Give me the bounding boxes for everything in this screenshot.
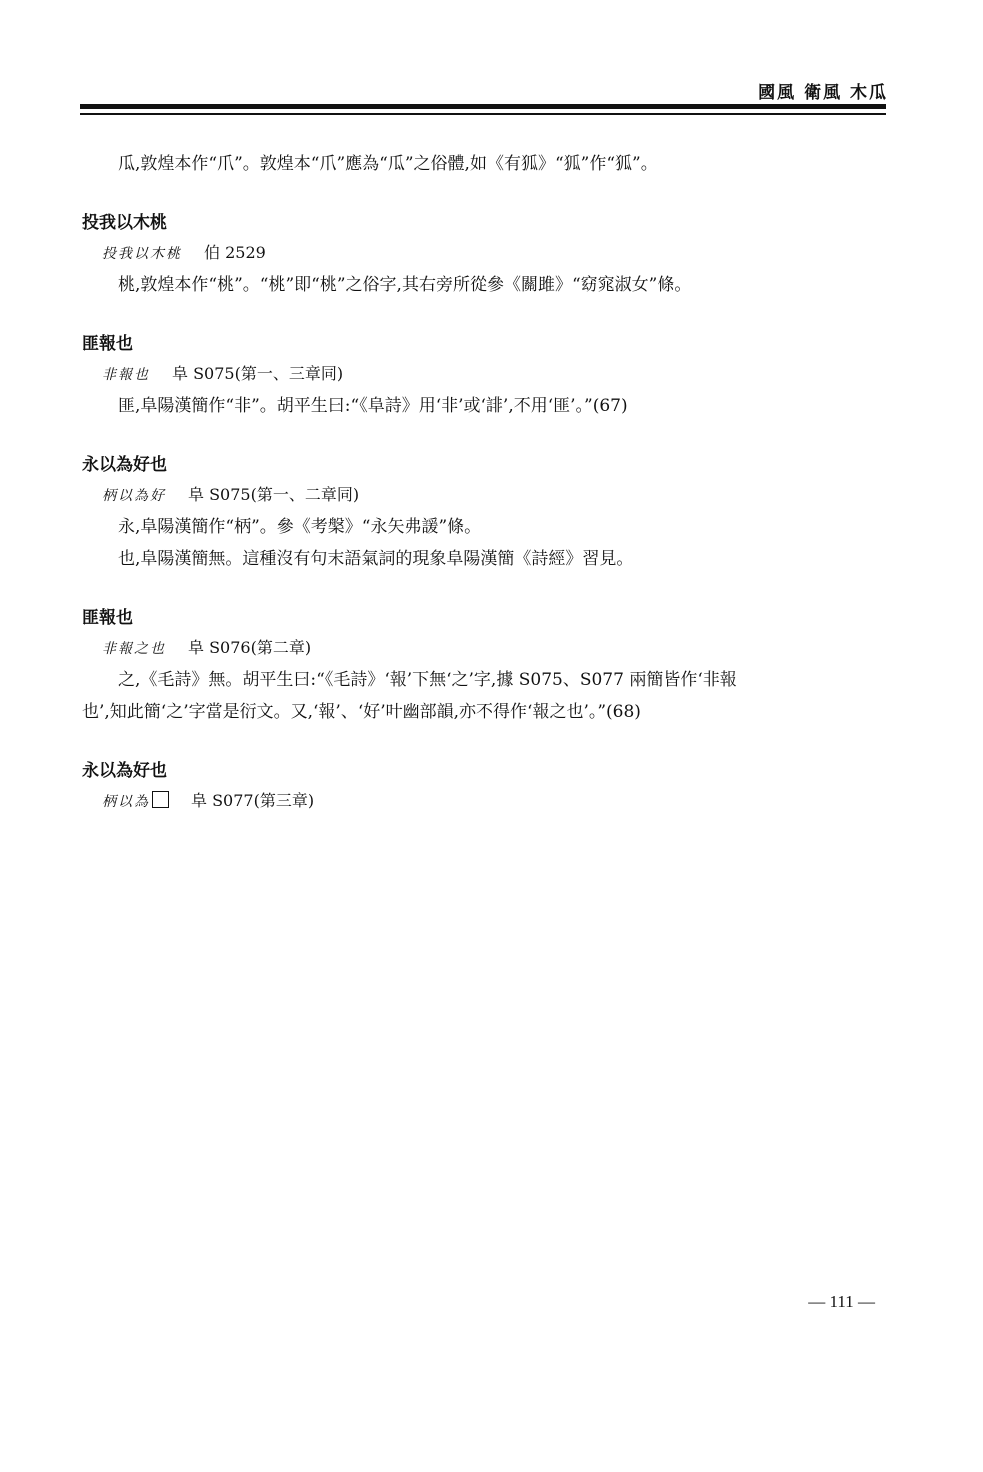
entry-heading: 投我以木桃 (82, 213, 167, 233)
variant-text-chars: 柄以為 (102, 794, 150, 810)
commentary-paragraph: 永,阜陽漢簡作“柄”。參《考槃》“永矢弗諼”條。 (118, 517, 482, 537)
commentary-paragraph: 匪,阜陽漢簡作“非”。胡平生曰:“《阜詩》用‘非’或‘誹’,不用‘匪’。”(67) (118, 396, 628, 416)
entry-3 (82, 450, 888, 575)
page-number: — 111 — (808, 1292, 875, 1311)
page-body (82, 148, 888, 817)
entry-2 (82, 329, 888, 422)
entry-4 (82, 603, 888, 728)
variant-source: 阜 S075(第一、二章同) (188, 485, 360, 504)
header-rule-thin (80, 113, 886, 115)
variant-text (102, 794, 169, 810)
entry-1 (82, 208, 888, 301)
running-header: 國風 衛風 木瓜 (758, 83, 888, 103)
variant-source: 伯 2529 (204, 243, 266, 262)
entry-heading: 匪報也 (82, 608, 133, 628)
variant-line (82, 786, 888, 817)
entry-heading: 匪報也 (82, 334, 133, 354)
variant-text: 投我以木桃 (102, 246, 182, 262)
variant-line (82, 633, 888, 664)
header-rule-thick (80, 104, 886, 109)
variant-source: 阜 S075(第一、三章同) (172, 364, 344, 383)
entry-heading: 永以為好也 (82, 455, 167, 475)
variant-line (82, 238, 888, 269)
entry-5 (82, 756, 888, 817)
variant-source: 阜 S076(第二章) (188, 638, 312, 657)
variant-source: 阜 S077(第三章) (191, 791, 315, 810)
commentary-paragraph: 也,阜陽漢簡無。這種沒有句末語氣詞的現象阜陽漢簡《詩經》習見。 (118, 549, 634, 569)
lacuna-box-icon (152, 791, 169, 808)
intro-paragraph: 瓜,敦煌本作“爪”。敦煌本“爪”應為“瓜”之俗體,如《有狐》“狐”作“狐”。 (118, 154, 658, 174)
entry-heading: 永以為好也 (82, 761, 167, 781)
commentary-paragraph: 之,《毛詩》無。胡平生曰:“《毛詩》‘報’下無‘之’字,據 S075、S077 兩簡皆作‘非報 (118, 670, 737, 690)
commentary-paragraph-continued: 也’,知此簡‘之’字當是衍文。又,‘報’、‘好’叶幽部韻,亦不得作‘報之也’。”(68) (82, 702, 641, 722)
variant-line (82, 359, 888, 390)
variant-text: 柄以為好 (102, 488, 166, 504)
commentary-paragraph: 桃,敦煌本作“桃”。“桃”即“桃”之俗字,其右旁所從參《關雎》“窈窕淑女”條。 (118, 275, 692, 295)
variant-text: 非報之也 (102, 641, 166, 657)
variant-text: 非報也 (102, 367, 150, 383)
variant-line (82, 480, 888, 511)
